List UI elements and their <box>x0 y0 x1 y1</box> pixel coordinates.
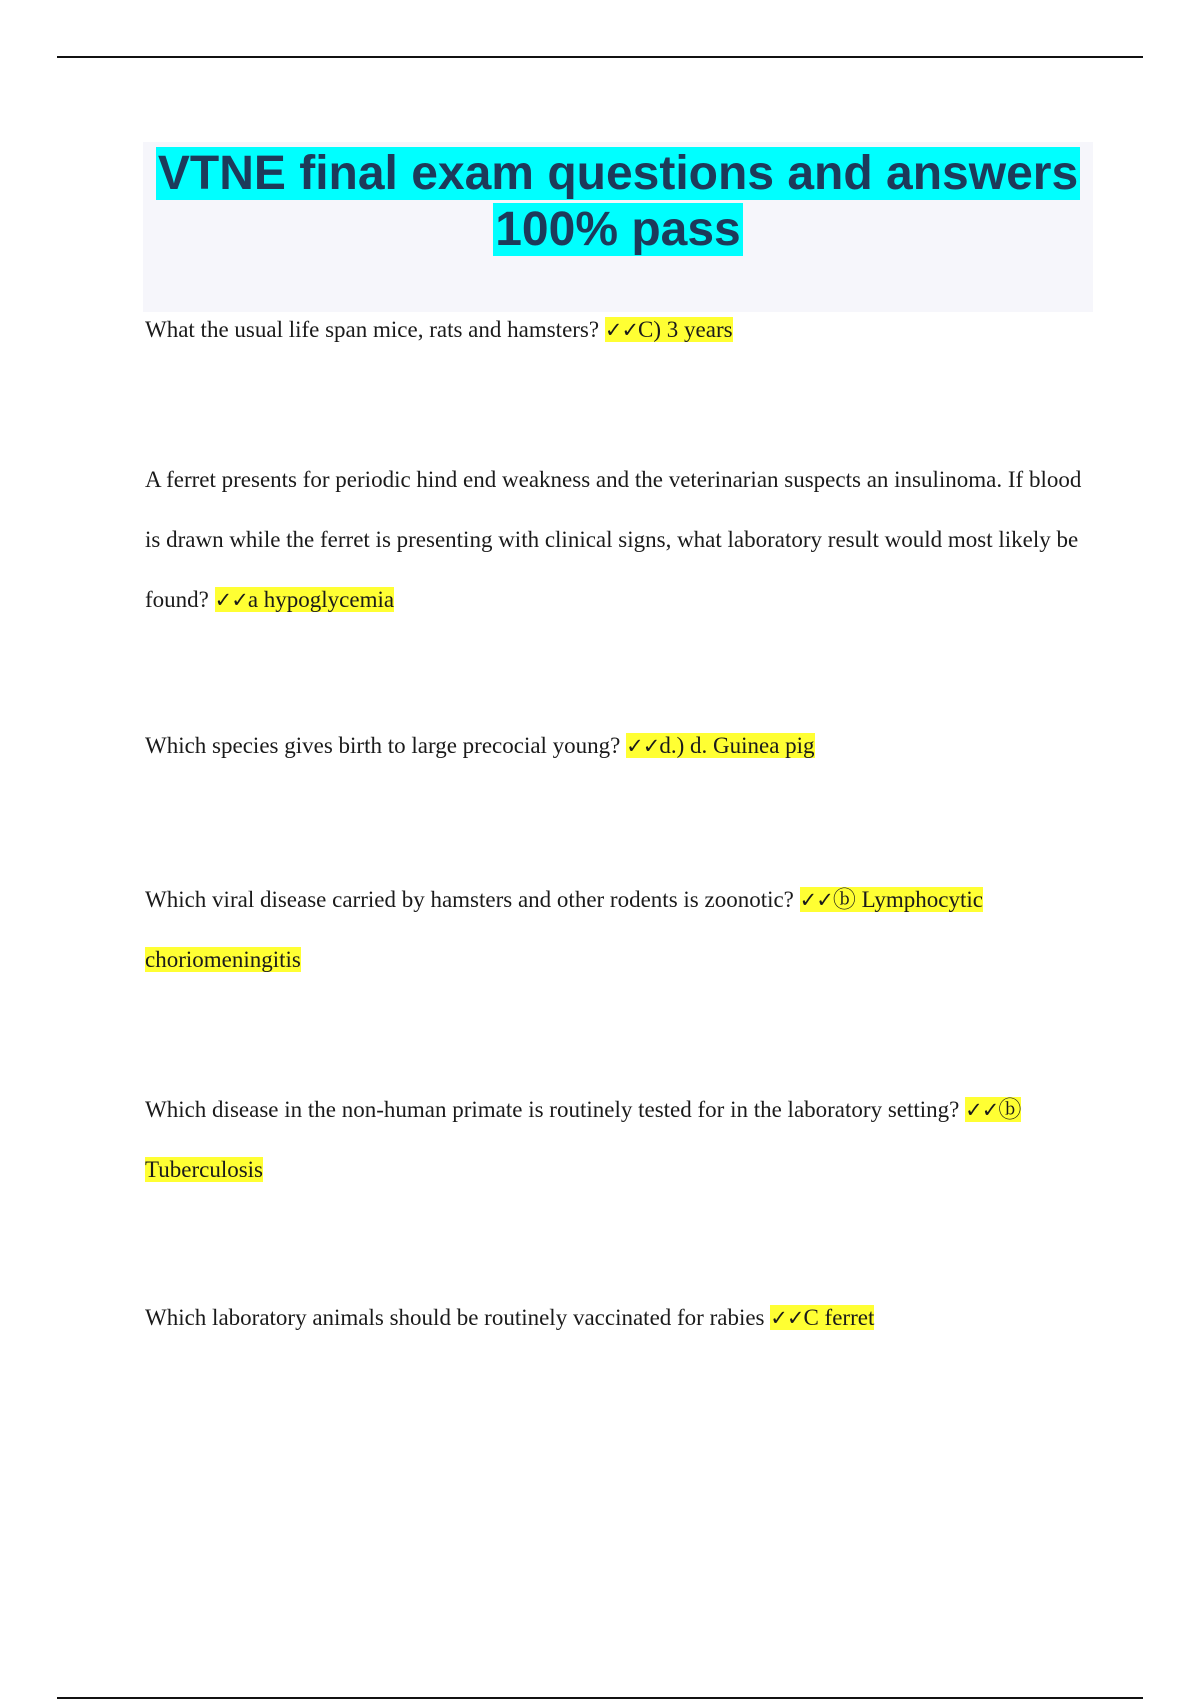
double-check-icon: ✓✓ <box>604 318 639 342</box>
answer-highlight <box>215 587 394 612</box>
answer-highlight <box>626 733 814 758</box>
question-text: A ferret presents for periodic hind end weakness and the veterinarian suspects an insulinoma. If blood is drawn while the ferret is presenting with clinical signs, what laboratory result would most likely be found? <box>145 467 1082 612</box>
qa-item-1 <box>145 300 1085 360</box>
qa-item-4 <box>145 870 1085 990</box>
question-text: What the usual life span mice, rats and hamsters? <box>145 317 600 342</box>
question-text: Which viral disease carried by hamsters and other rodents is zoonotic? <box>145 887 794 912</box>
answer-text: ⓑ Lymphocytic choriomeningitis <box>145 887 983 972</box>
answer-text: C) 3 years <box>638 317 733 342</box>
answer-highlight <box>605 317 733 342</box>
question-text: Which species gives birth to large precocial young? <box>145 733 621 758</box>
question-text: Which disease in the non-human primate is routinely tested for in the laboratory setting? <box>145 1097 960 1122</box>
qa-item-3 <box>145 716 1085 776</box>
double-check-icon: ✓✓ <box>965 1098 999 1122</box>
qa-item-5 <box>145 1080 1085 1200</box>
title-line-1: VTNE final exam questions and answers <box>157 147 1079 200</box>
qa-item-6 <box>145 1288 1085 1348</box>
title-line-2: 100% pass <box>495 203 741 256</box>
double-check-icon: ✓✓ <box>770 1306 804 1330</box>
double-check-icon: ✓✓ <box>214 588 248 612</box>
footer-rule <box>57 1697 1143 1699</box>
header-rule <box>57 56 1143 58</box>
answer-text: C ferret <box>803 1305 875 1330</box>
double-check-icon: ✓✓ <box>799 888 833 912</box>
answer-text: d.) d. Guinea pig <box>659 733 815 758</box>
document-title <box>143 142 1093 258</box>
answer-highlight <box>770 1305 874 1330</box>
answer-text: a hypoglycemia <box>247 587 395 612</box>
question-text: Which laboratory animals should be routinely vaccinated for rabies <box>145 1305 765 1330</box>
qa-item-2 <box>145 450 1085 630</box>
double-check-icon: ✓✓ <box>626 734 660 758</box>
title-block <box>143 142 1093 312</box>
answer-text: ⓑ Tuberculosis <box>145 1097 1022 1182</box>
